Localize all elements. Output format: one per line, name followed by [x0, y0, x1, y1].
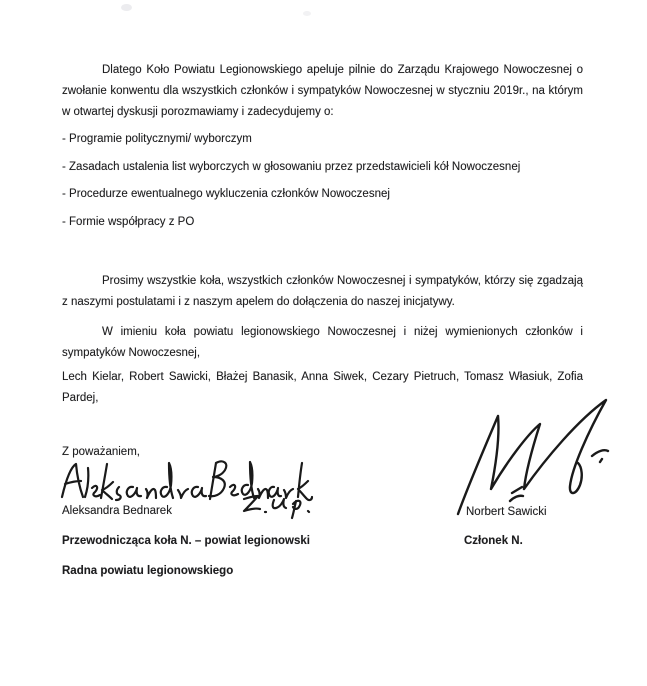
- bullet-item-exclusion: - Procedurze ewentualnego wykluczenia członków Nowoczesnej: [62, 188, 390, 200]
- closing-salutation: Z poważaniem,: [62, 446, 140, 458]
- right-signatory-title: Członek N.: [464, 535, 523, 547]
- left-signatory-title-2: Radna powiatu legionowskiego: [62, 565, 234, 577]
- signatories-names: Lech Kielar, Robert Sawicki, Błażej Banasik, Anna Siwek, Cezary Pietruch, Tomasz Własiuk, Zofia Pardej,: [62, 371, 583, 404]
- scan-smudge: [303, 11, 311, 16]
- paragraph-behalf: W imieniu koła powiatu legionowskiego Nowoczesnej i niżej wymienionych członków i sympatyków Nowoczesnej,: [62, 326, 583, 359]
- bullet-item-cooperation: - Formie współpracy z PO: [62, 216, 195, 228]
- scan-smudge: [121, 4, 132, 11]
- paragraph-request: Prosimy wszystkie koła, wszystkich członków Nowoczesnej i sympatyków, którzy się zgadzają z naszymi postulatami i z naszym apelem do dołączenia do naszej inicjatywy.: [62, 275, 583, 308]
- right-signatory-name: Norbert Sawicki: [466, 506, 547, 518]
- handwritten-signature-norbert-sawicki: [448, 394, 626, 518]
- bullet-item-lists: - Zasadach ustalenia list wyborczych w głosowaniu przez przedstawicieli kół Nowoczesnej: [62, 161, 521, 173]
- left-signatory-title-1: Przewodnicząca koła N. – powiat legionowski: [62, 535, 310, 547]
- left-signatory-name: Aleksandra Bednarek: [62, 505, 172, 517]
- bullet-item-program: - Programie politycznymi/ wyborczym: [62, 133, 252, 145]
- paragraph-appeal: Dlatego Koło Powiatu Legionowskiego apeluje pilnie do Zarządu Krajowego Nowoczesnej o zwołanie konwentu dla wszystkich członków i sympatyków Nowoczesnej w styczniu 2019r., na którym w otwartej dyskusji porozmawiamy i zadecydujemy o:: [62, 64, 583, 118]
